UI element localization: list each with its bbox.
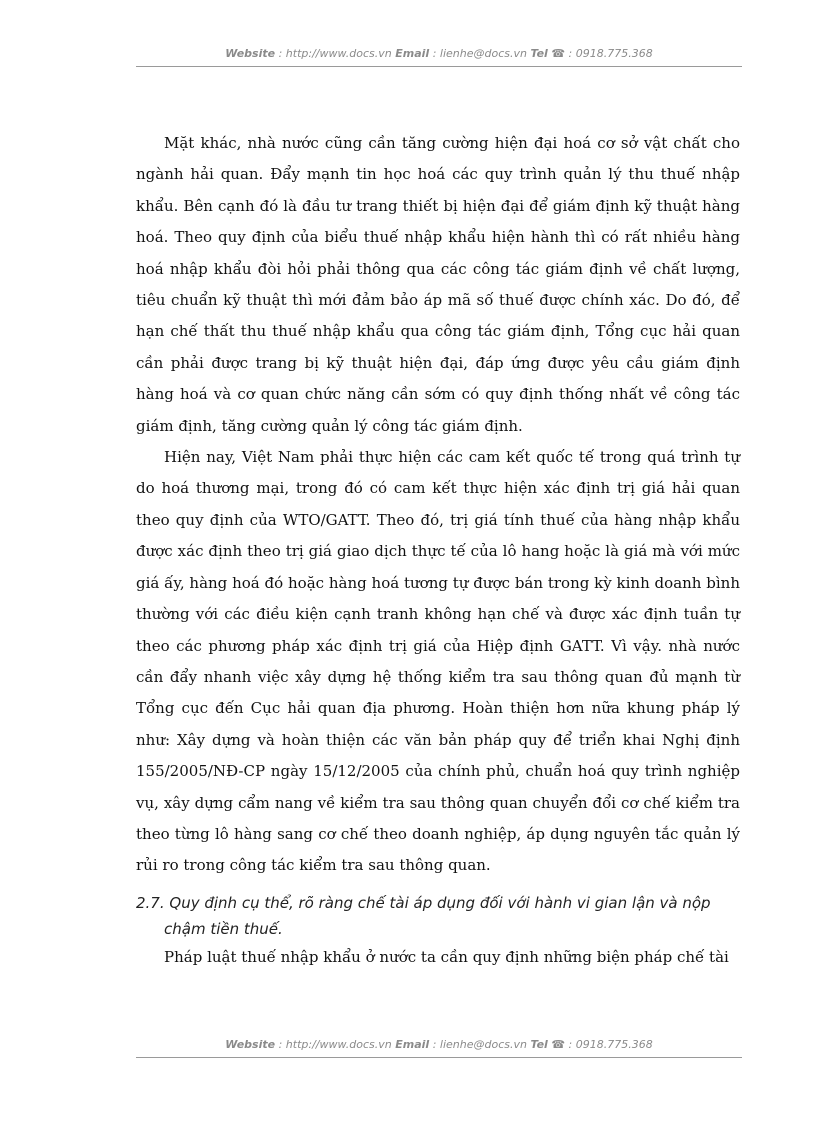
footer-website-label: Website [225, 1038, 276, 1051]
paragraph-modernization: Mặt khác, nhà nước cũng cần tăng cường hiện đại hoá cơ sở vật chất cho ngành hải quan. Đẩy mạnh tin học hoá các quy trình quản lý thu thuế nhập khẩu. Bên cạnh đó là đầu tư trang thiết bị hiện đại để giám định kỹ thuật hàng hoá. Theo quy định của biểu thuế nhập khẩu hiện hành thì có rất nhiều hàng hoá nhập khẩu đòi hỏi phải thông qua các công tác giám định về chất lượng, tiêu chuẩn kỹ thuật thì mới đảm bảo áp mã số thuế được chính xác. Do đó, để hạn chế thất thu thuế nhập khẩu qua công tác giám định, Tổng cục hải quan cần phải được trang bị kỹ thuật hiện đại, đáp ứng được yêu cầu giám định hàng hoá và cơ quan chức năng cần sớm có quy định thống nhất về công tác giám định, tăng cường quản lý công tác giám định. [136, 134, 740, 435]
footer-email-value: : lienhe@docs.vn [429, 1038, 531, 1051]
footer-tel-label: Tel [530, 1038, 548, 1051]
phone-icon: ☎ [551, 1038, 566, 1051]
header-email-label: Email [395, 47, 430, 60]
header-divider [136, 66, 742, 67]
page-footer [136, 1038, 742, 1054]
header-tel-label: Tel [530, 47, 548, 60]
footer-tel-value: : 0918.775.368 [565, 1038, 653, 1051]
paragraph-customs-valuation: Hiện nay, Việt Nam phải thực hiện các cam kết quốc tế trong quá trình tự do hoá thương mại, trong đó có cam kết thực hiện xác định trị giá hải quan theo quy định của WTO/GATT. Theo đó, trị giá tính thuế của hàng nhập khẩu được xác định theo trị giá giao dịch thực tế của lô hang hoặc là giá mà với mức giá ấy, hàng hoá đó hoặc hàng hoá tương tự được bán trong kỳ kinh doanh bình thường với các điều kiện cạnh tranh không hạn chế và được xác định tuần tự theo các phương pháp xác định trị giá của Hiệp định GATT. Vì vậy. nhà nước cần đẩy nhanh việc xây dựng hệ thống kiểm tra sau thông quan đủ mạnh từ Tổng cục đến Cục hải quan địa phương. Hoàn thiện hơn nữa khung pháp lý như: Xây dựng và hoàn thiện các văn bản pháp quy để triển khai Nghị định 155/2005/NĐ-CP ngày 15/12/2005 của chính phủ, chuẩn hoá quy trình nghiệp vụ, xây dựng cẩm nang về kiểm tra sau thông quan chuyển đổi cơ chế kiểm tra theo từng lô hàng sang cơ chế theo doanh nghiệp, áp dụng nguyên tắc quản lý rủi ro trong công tác kiểm tra sau thông quan. [136, 448, 740, 875]
phone-icon: ☎ [551, 47, 566, 60]
page-header [136, 47, 742, 63]
paragraph-sanctions: Pháp luật thuế nhập khẩu ở nước ta cần quy định những biện pháp chế tài [164, 947, 729, 966]
header-email-value: : lienhe@docs.vn [429, 47, 531, 60]
header-website-value: : http://www.docs.vn [275, 47, 396, 60]
footer-website-value: : http://www.docs.vn [275, 1038, 396, 1051]
footer-divider [136, 1057, 742, 1058]
footer-email-label: Email [395, 1038, 430, 1051]
section-heading: 2.7. Quy định cụ thể, rõ ràng chế tài áp dụng đối với hành vi gian lận và nộp chậm tiền thuế. [136, 893, 711, 938]
document-body [136, 128, 740, 973]
header-tel-value: : 0918.775.368 [565, 47, 653, 60]
header-website-label: Website [225, 47, 276, 60]
